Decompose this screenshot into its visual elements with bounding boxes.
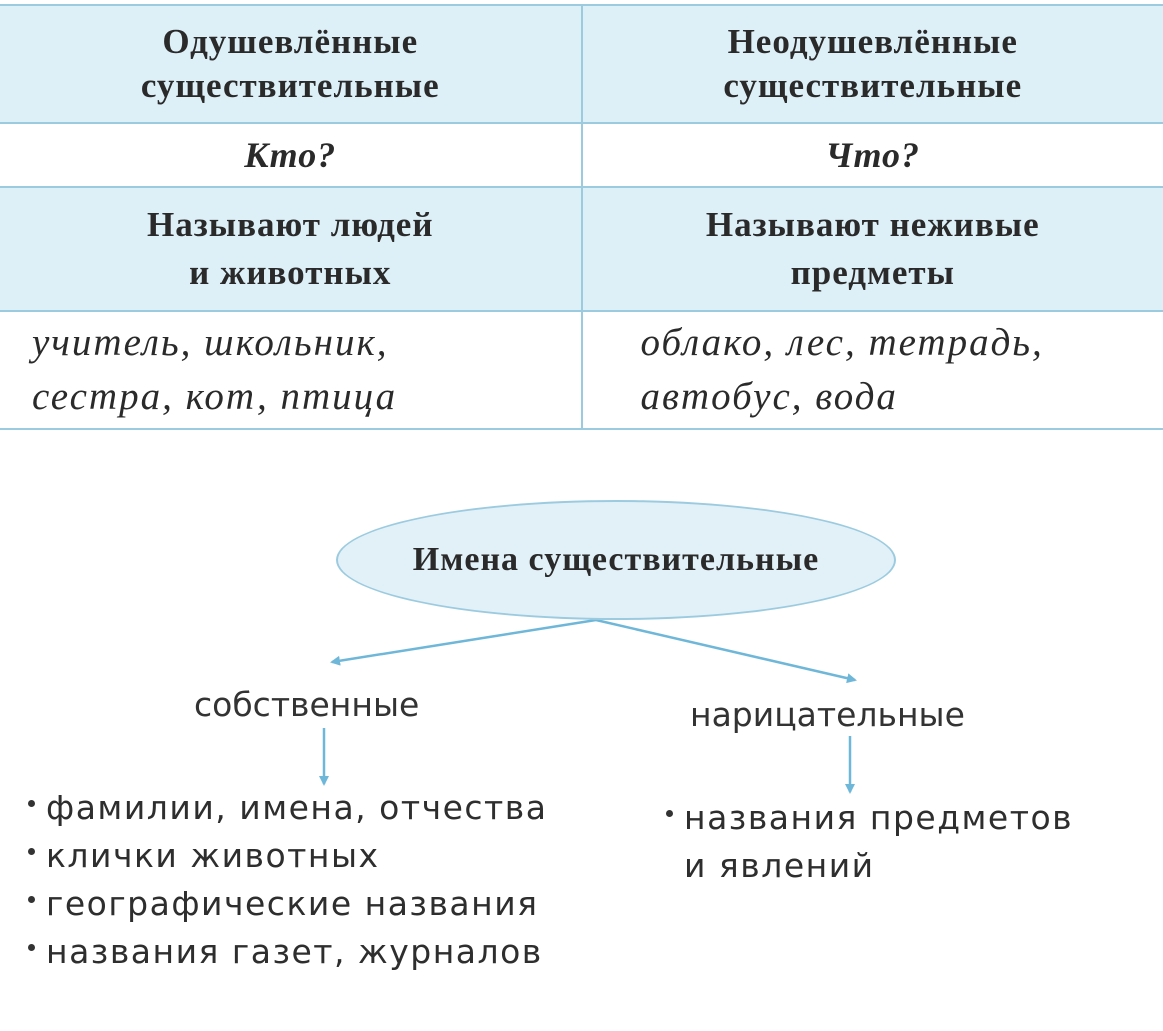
nouns-root-node: Имена существительные [336,500,896,620]
animate-nouns-header: Одушевлённые существительные [0,5,582,123]
inanimate-examples: облако, лес, тетрадь, автобус, вода [582,311,1163,429]
noun-comparison-table [0,4,1163,430]
list-item: названия газет, журналов [26,928,547,976]
list-item: названия предметов и явлений [664,794,1073,890]
common-nouns-label: нарицательные [690,695,965,734]
table-question-row [0,123,1163,187]
list-item: фамилии, имена, отчества [26,784,547,832]
animate-question: Кто? [0,123,582,187]
table-header-row [0,5,1163,123]
inanimate-nouns-header: Неодушевлённые существительные [582,5,1163,123]
animate-description: Называют людей и животных [0,187,582,311]
arrow-to-proper [332,620,596,662]
list-item: клички животных [26,832,547,880]
inanimate-description: Называют неживые предметы [582,187,1163,311]
proper-nouns-label: собственные [194,685,420,724]
proper-nouns-list [26,784,547,976]
arrow-to-common [596,620,855,680]
table-examples-row [0,311,1163,429]
table-description-row [0,187,1163,311]
animate-examples: учитель, школьник, сестра, кот, птица [0,311,582,429]
list-item: географические названия [26,880,547,928]
inanimate-question: Что? [582,123,1163,187]
common-nouns-list [664,794,1073,890]
